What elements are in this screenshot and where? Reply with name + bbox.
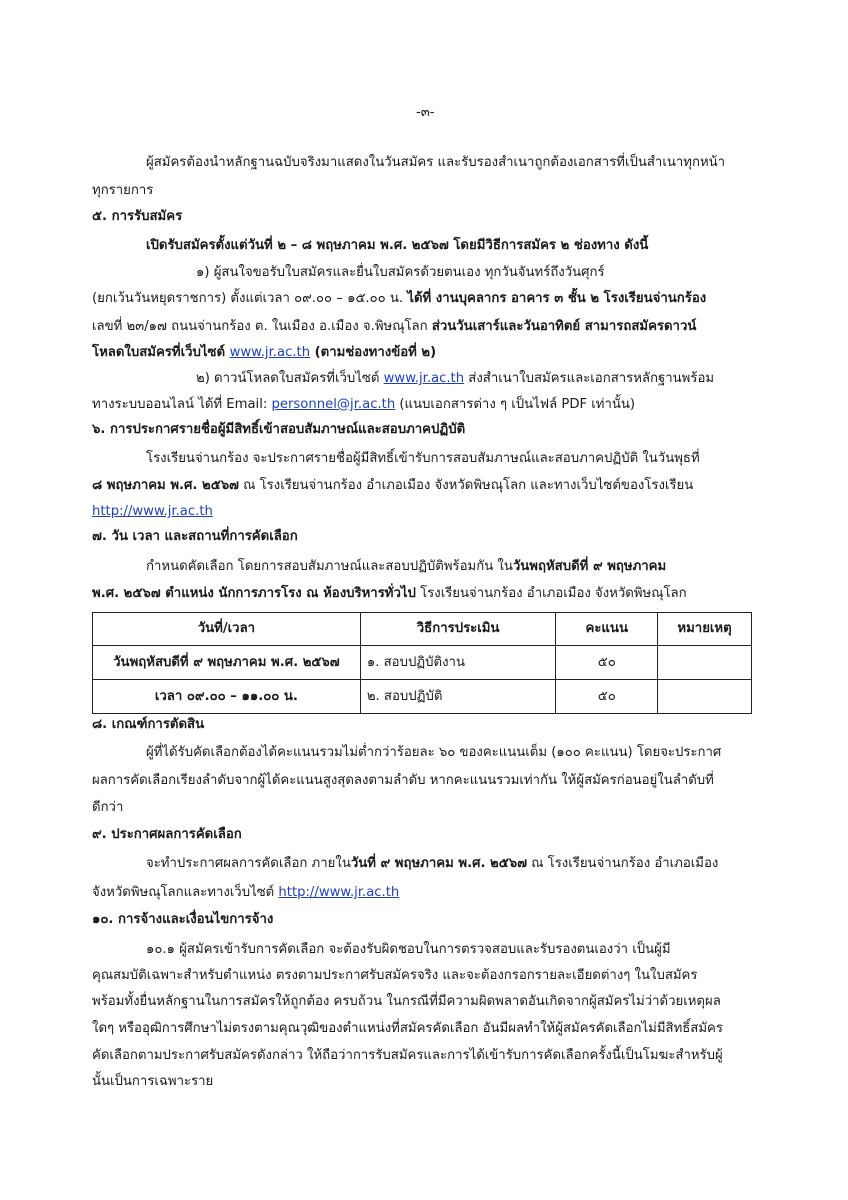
bold-text: พ.ศ. ๒๕๖๗ ตำแหน่ง นักการภารโรง ณ ห้องบริหารทั่วไป bbox=[92, 586, 416, 601]
bold-text: (ตามช่องทางข้อที่ ๒) bbox=[310, 345, 437, 360]
section-10-line-6: นั้นเป็นการเฉพาะราย bbox=[92, 1074, 214, 1089]
section-10-line-3: พร้อมทั้งยื่นหลักฐานในการสมัครให้ถูกต้อง ครบถ้วน ในกรณีที่มีความผิดพลาดอันเกิดจากผู้สมัครไม่ว่าด้วยเหตุผล bbox=[92, 994, 721, 1009]
text: ทางระบบออนไลน์ ได้ที่ Email: bbox=[92, 397, 272, 412]
section-10-line-2: คุณสมบัติเฉพาะสำหรับตำแหน่ง ตรงตามประกาศรับสมัครจริง และจะต้องกรอกรายละเอียดต่างๆ ในใบสมัคร bbox=[92, 968, 698, 983]
cell-method: ๑. สอบปฏิบัติงาน bbox=[360, 646, 556, 680]
table-row bbox=[93, 680, 752, 714]
header-method: วิธีการประเมิน bbox=[360, 613, 556, 646]
text: (ยกเว้นวันหยุดราชการ) ตั้งแต่เวลา ๐๙.๐๐ – ๑๕.๐๐ น. bbox=[92, 291, 408, 306]
table-row bbox=[93, 646, 752, 680]
section-6-line-1: โรงเรียนจ่านกร้อง จะประกาศรายชื่อผู้มีสิทธิ์เข้ารับการสอบสัมภาษณ์และสอบภาคปฏิบัติ ในวันพุธที่ bbox=[146, 451, 700, 466]
bold-text: วันที่ ๙ พฤษภาคม พ.ศ. ๒๕๖๗ bbox=[350, 856, 528, 871]
section-10-line-4: ใดๆ หรืออุฒิการศึกษาไม่ตรงตามคุณวุฒิของตำแหน่งที่สมัครคัดเลือก อันมีผลทำให้ผู้สมัครคัดเลือกไม่มีสิทธิ์สมัคร bbox=[92, 1021, 723, 1036]
bold-text: วันพฤหัสบดีที่ ๙ พฤษภาคม bbox=[512, 559, 667, 574]
section-10-line-1: ๑๐.๑ ผู้สมัครเข้ารับการคัดเลือก จะต้องรับผิดชอบในการตรวจสอบและรับรองตนเองว่า เป็นผู้มี bbox=[146, 942, 671, 957]
cell-time: เวลา ๐๙.๐๐ – ๑๑.๐๐ น. bbox=[93, 680, 361, 714]
header-note: หมายเหตุ bbox=[658, 613, 752, 646]
text: ส่งสำเนาใบสมัครและเอกสารหลักฐานพร้อม bbox=[464, 371, 715, 386]
cell-note bbox=[658, 680, 752, 714]
section-5-item-1-line-2 bbox=[92, 292, 706, 305]
section-8-line-3: ดีกว่า bbox=[92, 800, 124, 815]
cell-date: วันพฤหัสบดีที่ ๙ พฤษภาคม พ.ศ. ๒๕๖๗ bbox=[93, 646, 361, 680]
section-5-item-1-line-4 bbox=[92, 346, 436, 359]
website-link[interactable]: http://www.jr.ac.th bbox=[92, 504, 213, 519]
cell-method: ๒. สอบปฏิบัติ bbox=[360, 680, 556, 714]
text: จะทำประกาศผลการคัดเลือก ภายใน bbox=[146, 856, 351, 871]
text: จังหวัดพิษณุโลกและทางเว็บไซต์ bbox=[92, 885, 279, 900]
text: เลขที่ ๒๓/๑๗ ถนนจ่านกร้อง ต. ในเมือง อ.เมือง จ.พิษณุโลก bbox=[92, 319, 432, 334]
section-7-line-1 bbox=[146, 560, 666, 573]
bold-text: ส่วนวันเสาร์และวันอาทิตย์ สามารถสมัครดาวน์ bbox=[431, 319, 697, 334]
intro-line-2: ทุกรายการ bbox=[92, 183, 154, 198]
header-date-time: วันที่/เวลา bbox=[93, 613, 361, 646]
section-5-item-2-line-1 bbox=[196, 372, 714, 385]
cell-score: ๕๐ bbox=[556, 680, 658, 714]
section-7-line-2 bbox=[92, 587, 687, 600]
section-9-line-2 bbox=[92, 886, 399, 899]
section-10-line-5: คัดเลือกตามประกาศรับสมัครดังกล่าว ให้ถือว่าการรับสมัครและการได้เข้ารับการคัดเลือกครั้งนี้เป็นโมฆะสำหรับผู้ bbox=[92, 1048, 723, 1063]
bold-text: ได้ที่ งานบุคลากร อาคาร ๓ ชั้น ๒ โรงเรียนจ่านกร้อง bbox=[407, 291, 707, 306]
text: ๒) ดาวน์โหลดใบสมัครที่เว็บไซต์ bbox=[196, 371, 384, 386]
website-link[interactable]: www.jr.ac.th bbox=[383, 371, 465, 386]
text: กำหนดคัดเลือก โดยการสอบสัมภาษณ์และสอบปฏิบัติพร้อมกัน ใน bbox=[146, 559, 513, 574]
header-score: คะแนน bbox=[556, 613, 658, 646]
section-5-item-1-line-3 bbox=[92, 320, 696, 333]
text: โรงเรียนจ่านกร้อง อำเภอเมือง จังหวัดพิษณุโลก bbox=[415, 586, 687, 601]
bold-text: ๘ พฤษภาคม พ.ศ. ๒๕๖๗ bbox=[92, 478, 239, 493]
website-link[interactable]: www.jr.ac.th bbox=[229, 345, 311, 360]
section-10-heading: ๑๐. การจ้างและเงื่อนไขการจ้าง bbox=[92, 912, 274, 927]
section-8-line-2: ผลการคัดเลือกเรียงลำดับจากผู้ได้คะแนนสูงสุดลงตามลำดับ หากคะแนนรวมเท่ากัน ให้ผู้สมัครก่อนอยู่ในลำดับที่ bbox=[92, 773, 714, 788]
cell-note bbox=[658, 646, 752, 680]
cell-score: ๕๐ bbox=[556, 646, 658, 680]
section-9-heading: ๙. ประกาศผลการคัดเลือก bbox=[92, 827, 242, 842]
section-9-line-1 bbox=[146, 857, 718, 870]
section-5-open: เปิดรับสมัครตั้งแต่วันที่ ๒ – ๘ พฤษภาคม พ.ศ. ๒๕๖๗ โดยมีวิธีการสมัคร ๒ ช่องทาง ดังนี้ bbox=[146, 238, 649, 253]
selection-schedule-table bbox=[92, 612, 752, 714]
section-6-heading: ๖. การประกาศรายชื่อผู้มีสิทธิ์เข้าสอบสัมภาษณ์และสอบภาคปฏิบัติ bbox=[92, 422, 466, 437]
section-5-item-1-line-1: ๑) ผู้สนใจขอรับใบสมัครและยื่นใบสมัครด้วยตนเอง ทุกวันจันทร์ถึงวันศุกร์ bbox=[196, 265, 605, 280]
text: (แนบเอกสารต่าง ๆ เป็นไฟล์ PDF เท่านั้น) bbox=[395, 397, 636, 412]
section-6-line-2 bbox=[92, 479, 693, 492]
intro-line-1: ผู้สมัครต้องนำหลักฐานฉบับจริงมาแสดงในวันสมัคร และรับรองสำเนาถูกต้องเอกสารที่เป็นสำเนาทุกหน้า bbox=[146, 155, 726, 170]
text: ณ โรงเรียนจ่านกร้อง อำเภอเมือง จังหวัดพิษณุโลก และทางเว็บไซต์ของโรงเรียน bbox=[238, 478, 694, 493]
section-8-heading: ๘. เกณฑ์การตัดสิน bbox=[92, 717, 205, 732]
text: ณ โรงเรียนจ่านกร้อง อำเภอเมือง bbox=[527, 856, 719, 871]
website-link[interactable]: http://www.jr.ac.th bbox=[278, 885, 400, 900]
section-5-item-2-line-2 bbox=[92, 398, 635, 411]
section-7-heading: ๗. วัน เวลา และสถานที่การคัดเลือก bbox=[92, 529, 298, 544]
section-5-heading: ๕. การรับสมัคร bbox=[92, 209, 183, 224]
bold-text: โหลดใบสมัครที่เว็บไซต์ bbox=[92, 345, 230, 360]
table-header-row bbox=[93, 613, 752, 646]
section-8-line-1: ผู้ที่ได้รับคัดเลือกต้องได้คะแนนรวมไม่ต่ำกว่าร้อยละ ๖๐ ของคะแนนเต็ม (๑๐๐ คะแนน) โดยจะประกาศ bbox=[146, 745, 722, 760]
email-link[interactable]: personnel@jr.ac.th bbox=[271, 397, 396, 412]
page-number: -๓- bbox=[416, 105, 435, 120]
section-6-line-3 bbox=[92, 505, 213, 518]
